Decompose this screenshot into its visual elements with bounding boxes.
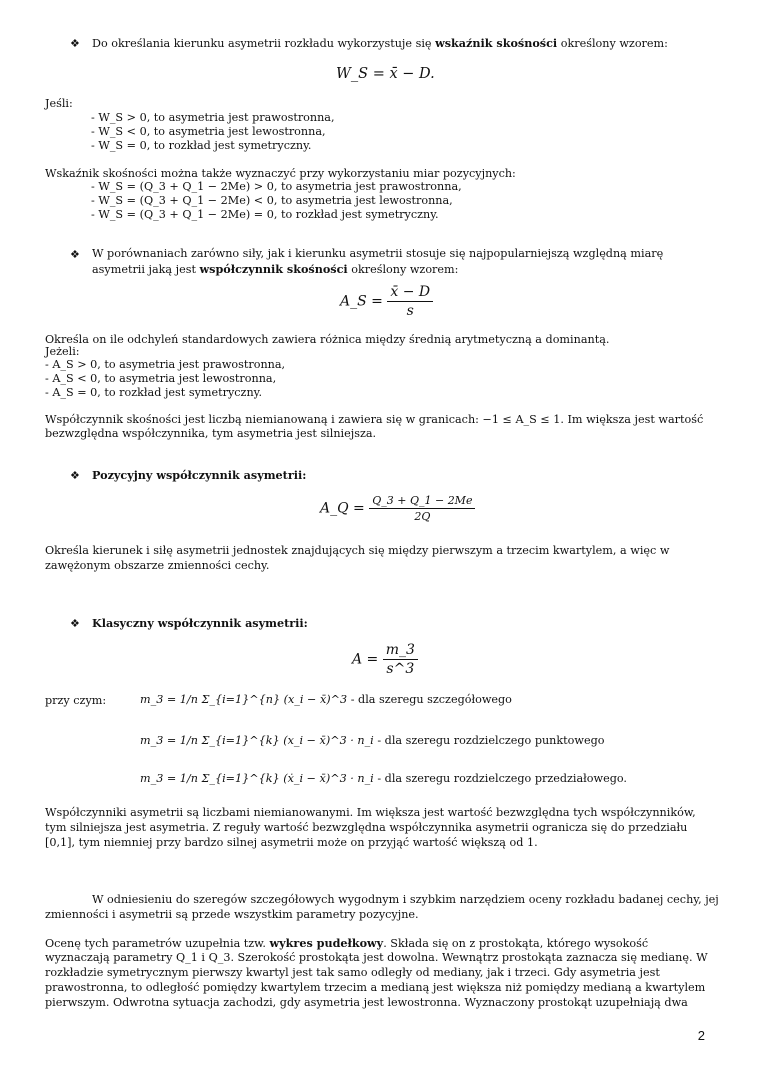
page-number: 2 — [697, 1028, 705, 1043]
s3-desc-line1: Określa kierunek i siłę asymetrii jednostek znajdujących się między pierwszym a trzecim kwartylem, a więc w — [45, 544, 670, 557]
s2-jezeli: Jeżeli: — [45, 345, 80, 358]
s5-para2-line4: prawostronna, to odległość pomiędzy kwartylem trzecim a medianą jest większa niż pomiędzy medianą a kwartylem — [45, 981, 706, 994]
s3-formula-den: 2Q — [414, 510, 431, 523]
s4-m3-formula: m_3 = 1/n Σ_{i=1}^{k} (x_i − x̄)^3 · n_i — [140, 734, 374, 747]
s5-para2-line5: pierwszym. Odwrotna sytuacja zachodzi, gdy asymetria jest lewostronna. Wyznaczony prostokąt uzupełniają dwa — [45, 996, 688, 1009]
diamond-bullet-icon: ❖ — [70, 469, 80, 482]
s4-m3-formula: m_3 = 1/n Σ_{i=1}^{n} (x_i − x̄)^3 — [140, 693, 348, 706]
s2-range-line1: Współczynnik skośności jest liczbą niemianowaną i zawiera się w granicach: −1 ≤ A_S ≤ 1. Im większa jest wartość — [45, 413, 704, 426]
s2-bullet-line2: asymetrii jaką jest współczynnik skośności określony wzorem: — [92, 262, 459, 276]
s4-formula — [352, 642, 418, 677]
s4-para-line1: Współczynniki asymetrii są liczbami niemianowanymi. Im większa jest wartość bezwzględna tych współczynników, — [45, 806, 696, 819]
s3-formula-num: Q_3 + Q_1 − 2Me — [369, 494, 475, 509]
s2-formula-den: s — [406, 303, 414, 319]
s2-formula — [340, 284, 433, 319]
s1-pos-case: - W_S = (Q_3 + Q_1 − 2Me) < 0, to asymetria jest lewostronna, — [91, 194, 453, 207]
s2-case: - A_S > 0, to asymetria jest prawostronna, — [45, 358, 286, 371]
s1-case: - W_S > 0, to asymetria jest prawostronna, — [91, 111, 335, 124]
s3-formula-fraction — [369, 494, 475, 523]
s2-bullet-line1: W porównaniach zarówno siły, jak i kierunku asymetrii stosuje się najpopularniejszą względną miarę — [92, 247, 664, 260]
s2-case: - A_S = 0, to rozkład jest symetryczny. — [45, 386, 263, 399]
s2-formula-fraction — [387, 284, 433, 319]
s1-bullet-text: Do określania kierunku asymetrii rozkładu wykorzystuje się wskaźnik skośności określony wzorem: — [92, 36, 668, 50]
s4-formula-num: m_3 — [383, 642, 418, 660]
s4-formula-fraction — [383, 642, 418, 677]
s3-formula — [320, 494, 475, 523]
s2-formula-lhs: A_S = — [340, 293, 383, 310]
diamond-bullet-icon: ❖ — [70, 617, 80, 630]
diamond-bullet-icon: ❖ — [70, 37, 80, 50]
s4-heading: Klasyczny współczynnik asymetrii: — [92, 616, 308, 630]
s4-m3-row — [140, 734, 605, 749]
s4-para-line2: tym silniejsza jest asymetria. Z reguły wartość bezwzględna współczynnika asymetrii ogranicza się do przedziału — [45, 821, 688, 834]
s2-formula-num: x̄ − D — [387, 284, 433, 302]
s4-formula-lhs: A = — [352, 651, 379, 668]
s1-case: - W_S = 0, to rozkład jest symetryczny. — [91, 139, 312, 152]
s4-m3-row — [140, 693, 512, 708]
s4-m3-desc: - dla szeregu szczegółowego — [347, 693, 512, 706]
s1-pos-case: - W_S = (Q_3 + Q_1 − 2Me) > 0, to asymetria jest prawostronna, — [91, 180, 462, 193]
diamond-bullet-icon: ❖ — [70, 248, 80, 261]
s2-range-line2: bezwzględna współczynnika, tym asymetria jest silniejsza. — [45, 427, 377, 440]
s5-para1-line2: zmienności i asymetrii są przede wszystkim parametry pozycyjne. — [45, 908, 419, 921]
s5-para1-line1: W odniesieniu do szeregów szczegółowych wygodnym i szybkim narzędziem oceny rozkładu badanej cechy, jej — [92, 893, 719, 906]
s3-formula-lhs: A_Q = — [320, 500, 365, 517]
s4-m3-desc: - dla szeregu rozdzielczego punktowego — [373, 734, 605, 747]
s4-m3-desc: - dla szeregu rozdzielczego przedziałowego. — [373, 772, 627, 785]
s1-case: - W_S < 0, to asymetria jest lewostronna, — [91, 125, 326, 138]
s5-para2-line1: Ocenę tych parametrów uzupełnia tzw. wykres pudełkowy. Składa się on z prostokąta, którego wysokość — [45, 936, 649, 950]
s5-para2-line3: rozkładzie symetrycznym pierwszy kwartyl jest tak samo odległy od mediany, jak i trzeci. Gdy asymetria jest — [45, 966, 660, 979]
s4-przy-czym: przy czym: — [45, 694, 107, 707]
s1-formula: W_S = x̄ − D. — [336, 66, 435, 82]
s4-m3-formula: m_3 = 1/n Σ_{i=1}^{k} (ẋ_i − x̄)^3 · n_i — [140, 772, 374, 785]
s3-desc-line2: zawężonym obszarze zmienności cechy. — [45, 559, 270, 572]
s4-para-line3: [0,1], tym niemniej przy bardzo silnej asymetrii może on przyjąć wartość większą od 1. — [45, 836, 538, 849]
s1-pos-intro: Wskaźnik skośności można także wyznaczyć przy wykorzystaniu miar pozycyjnych: — [45, 167, 516, 180]
s1-pos-case: - W_S = (Q_3 + Q_1 − 2Me) = 0, to rozkład jest symetryczny. — [91, 208, 439, 221]
s3-heading: Pozycyjny współczynnik asymetrii: — [92, 468, 307, 482]
s5-para2-line2: wyznaczają parametry Q_1 i Q_3. Szerokość prostokąta jest dowolna. Wewnątrz prostokąta zaznacza się medianę. W — [45, 951, 708, 964]
s2-desc: Określa on ile odchyleń standardowych zawiera różnica między średnią arytmetyczną a dominantą. — [45, 333, 610, 346]
s4-m3-row — [140, 772, 627, 787]
s1-jesli: Jeśli: — [45, 97, 73, 110]
s4-formula-den: s^3 — [386, 661, 415, 677]
s2-case: - A_S < 0, to asymetria jest lewostronna, — [45, 372, 277, 385]
